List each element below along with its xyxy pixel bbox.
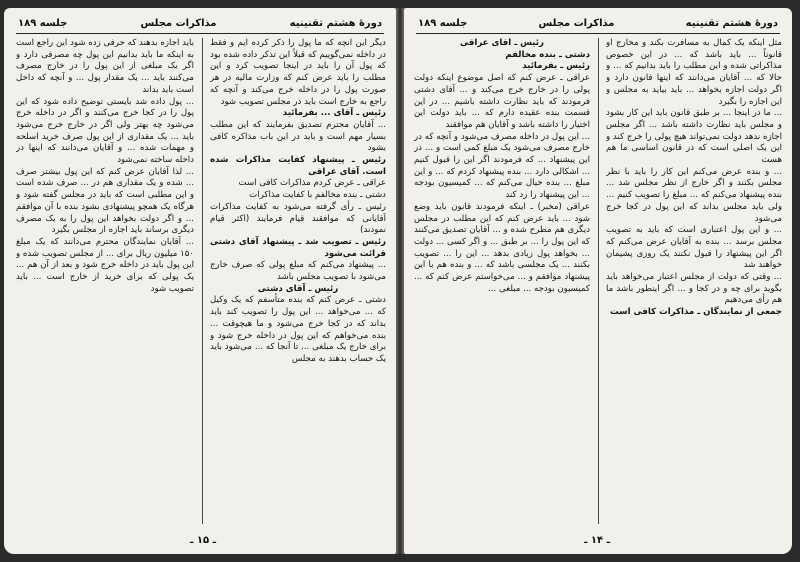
left-page-right-column xyxy=(210,38,386,526)
speaker-line: دشتی ـ بنده مخالفم xyxy=(505,49,590,60)
speaker-line: رئیس ـ بفرمائید xyxy=(522,61,590,72)
left-header-rule xyxy=(16,33,384,34)
paragraph: ... وقتی که دولت از مجلس اعتبار می‌خواهد باید بگوید برای چه و در کجا و ... اگر اینطور باشد ما هم رأی می‌دهیم xyxy=(606,272,782,306)
paragraph: ... آقایان نمایندگان محترم می‌دانند که یک مبلغ ۱۵۰ میلیون ریال برای ... از مجلس تصویب شده و این پول باید در داخله خرج شود و بعد از آن هم ... یک پولی که برای خرید از خارج است ... باید تصویب شود xyxy=(16,236,194,294)
paragraph: مثل اینکه یک کمال به مسافرت بکند و مخارج او قانوناً ... باید باشد که ... در این خصوص مذاکراتی شده و این مطلب را باید بدانیم که ... و حالا که ... آقایان می‌دانند که اینها قانون دارد و اگر دولت اجازه بخواهد ... باید بیاید به مجلس و این اجازه را بگیرد xyxy=(606,38,782,107)
right-header-rule xyxy=(416,33,780,34)
right-page-number: ـ ۱۴ ـ xyxy=(584,535,611,546)
paragraph: ... ما در اینجا ... بر طبق قانون باید این کار بشود و مجلس باید نظارت داشته باشد ... اگر مجلس اجازه ندهد دولت نمی‌تواند هیچ پولی را خرج کند و این یک اصلی است که در قانون اساسی ما هم هست xyxy=(606,108,782,166)
right-header-title: مذاکرات مجلس xyxy=(538,17,615,29)
right-page-left-column xyxy=(414,38,590,526)
right-page xyxy=(404,8,792,554)
paragraph: ... و بنده عرض می‌کنم این کار را باید با نظر مجلس بکنند و اگر خارج از نظر مجلس شد ... بنده پیشنهاد می‌کنم که ... مبلغ را تصویب کنیم ... ولی باید مجلس بداند که این پول در کجا خرج می‌شود xyxy=(606,166,782,224)
left-column-divider xyxy=(202,38,203,524)
paragraph: ... پیشنهاد می‌کنم که مبلغ پولی که صرف خارج می‌شود با تصویب مجلس باشد xyxy=(210,260,386,283)
speaker-line: رئیس ـ تصویب شد ـ پیشنهاد آقای دشتی قرائت می‌شود xyxy=(210,236,386,259)
paragraph: دشتی ـ عرض کنم که بنده متأسفم که یک وکیل که ... می‌خواهد ... این پول را تصویب کند باید بداند که در کجا خرج می‌شود و ما هیچوقت ... بنده می‌خواهم که این پول در داخله خرج شود و برای خارج یک مبلغی ... تا آنجا که ... می‌شود باید یک حساب بدهند به مجلس xyxy=(210,295,386,364)
right-header-session: جلسه ۱۸۹ xyxy=(418,17,468,29)
speaker-heading: رئیس ـ آقای دشتی xyxy=(257,283,339,294)
right-header-issue: دورهٔ هشتم تقنینیه xyxy=(685,17,778,29)
paragraph: عراقی (مخبر) ـ اینکه فرمودند قانون باید وضع شود ... باید عرض کنم که این مطلب در مجلس دیگری هم مطرح شده و ... آقایان تصدیق می‌کنند که این پول را ... بر طبق ... و اگر کسی ... دولت ... بخواهد پول زیادی بدهد ... این را ... تصویب بکنند ... یک مجلسی باشد که ... و بنده هم با این پیشنهاد موافقم و ... می‌خواستم عرض کنم که ... کمیسیون بودجه ... مبلغی ... xyxy=(414,201,590,294)
right-column-divider xyxy=(598,38,599,524)
left-page-header xyxy=(18,14,382,32)
book-gutter xyxy=(396,8,404,554)
paragraph: باید اجازه بدهند که حرفی زده شود این راجع است به اینکه ما باید بدانیم این پول چه مصرفی دارد و اگر یک مبلغی از این پول را در خارج مصرف می‌کنند باید ... یک مقدار پول ... و آنچه که داخل است باید بداند xyxy=(16,38,194,95)
speaker-heading: رئیس ـ آقای عراقی xyxy=(460,38,544,48)
speaker-line: جمعی از نمایندگان ـ مذاکرات کافی است xyxy=(610,307,782,318)
paragraph: دیگر این آنچه که ما پول را ذکر کرده ایم و فقط در داخله نمی‌گوییم که قبلاً این تذکر داده شده بود که پول آن را باید در اینجا تصویب کرد و این مطلب را باید عرض کنم که وزارت مالیه در هر صورت پول را در داخله خرج می‌کند و آنچه که راجع به خارج است باید در مجلس تصویب شود xyxy=(210,38,386,107)
paragraph: دشتی ـ بنده مخالفم با کفایت مذاکرات xyxy=(249,190,386,201)
left-page-number: ـ ۱۵ ـ xyxy=(190,535,217,546)
left-header-session: جلسه ۱۸۹ xyxy=(18,17,68,29)
paragraph: ... لذا آقایان عرض کنم که این پول بیشتر صرف ... شده و یک مقداری هم در ... صرف شده است و این مطلبی است که باید در مجلس گفته شود و هرگاه یک همچو پیشنهادی بشود بنده با آن موافقم ... و اگر دولت بخواهد این پول را به یک مصرف دیگری برساند باید اجازه از مجلس بگیرد xyxy=(16,166,194,236)
paragraph: ... این پول در داخله مصرف می‌شود و آنچه که در خارج مصرف می‌شود یک مبلغ کمی است و ... در این پیشنهاد ... که فرمودند اگر این را قبول کنیم ... اشکالی دارد ... بنده پیشنهاد کردم که ... و این مبلغ ... بنده خیال می‌کنم که ... کمیسیون بودجه ... این پیشنهاد را رد کند xyxy=(414,131,590,201)
speaker-line: رئیس ـ پیشنهاد کفایت مذاکرات شده است. آقای عراقی xyxy=(210,155,386,177)
paragraph: عراقی ـ عرض کنم که اصل موضوع اینکه دولت پولی را در خارج خرج می‌کند و ... آقای دشتی فرمودند که باید نظارت داشته باشیم ... در این قسمت بنده عقیده دارم که ... باید دولت این اختیار را داشته باشد و آقایان هم موافقند xyxy=(414,73,590,130)
left-header-title: مذاکرات مجلس xyxy=(140,17,217,29)
paragraph: رئیس ـ رأی گرفته می‌شود به کفایت مذاکرات آقایانی که موافقند قیام فرمایند (اکثر قیام نمودند) xyxy=(210,201,386,236)
left-header-issue: دورهٔ هشتم تقنینیه xyxy=(289,17,382,29)
paragraph: ... آقایان محترم تصدیق بفرمایند که این مطلب بسیار مهم است و باید در این باب مذاکره کافی بشود xyxy=(210,119,386,154)
paragraph: ... پول داده شد بایستی توضیح داده شود که این پول را در کجا خرج می‌کنند و اگر در داخله خرج می‌شود چه بهتر ولی اگر در خارج خرج می‌شود باید ... یک مقداری از این پول صرف خرید اسلحه و مهمات شده ... و آقایان می‌دانند که اینها در داخله ساخته نمی‌شود xyxy=(16,96,194,166)
right-page-right-column xyxy=(606,38,782,526)
left-page xyxy=(4,8,396,554)
speaker-line: رئیس ـ آقای ... بفرمائید xyxy=(282,108,386,119)
paragraph: ... و این پول اعتباری است که باید به تصویب مجلس برسد ... بنده به آقایان عرض می‌کنم که اگر این پیشنهاد را قبول نکنند یک روزی پشیمان خواهند شد xyxy=(606,225,782,271)
paragraph: عراقی ـ عرض کردم مذاکرات کافی است xyxy=(238,178,386,189)
right-page-header xyxy=(418,14,778,32)
left-page-left-column xyxy=(16,38,194,526)
